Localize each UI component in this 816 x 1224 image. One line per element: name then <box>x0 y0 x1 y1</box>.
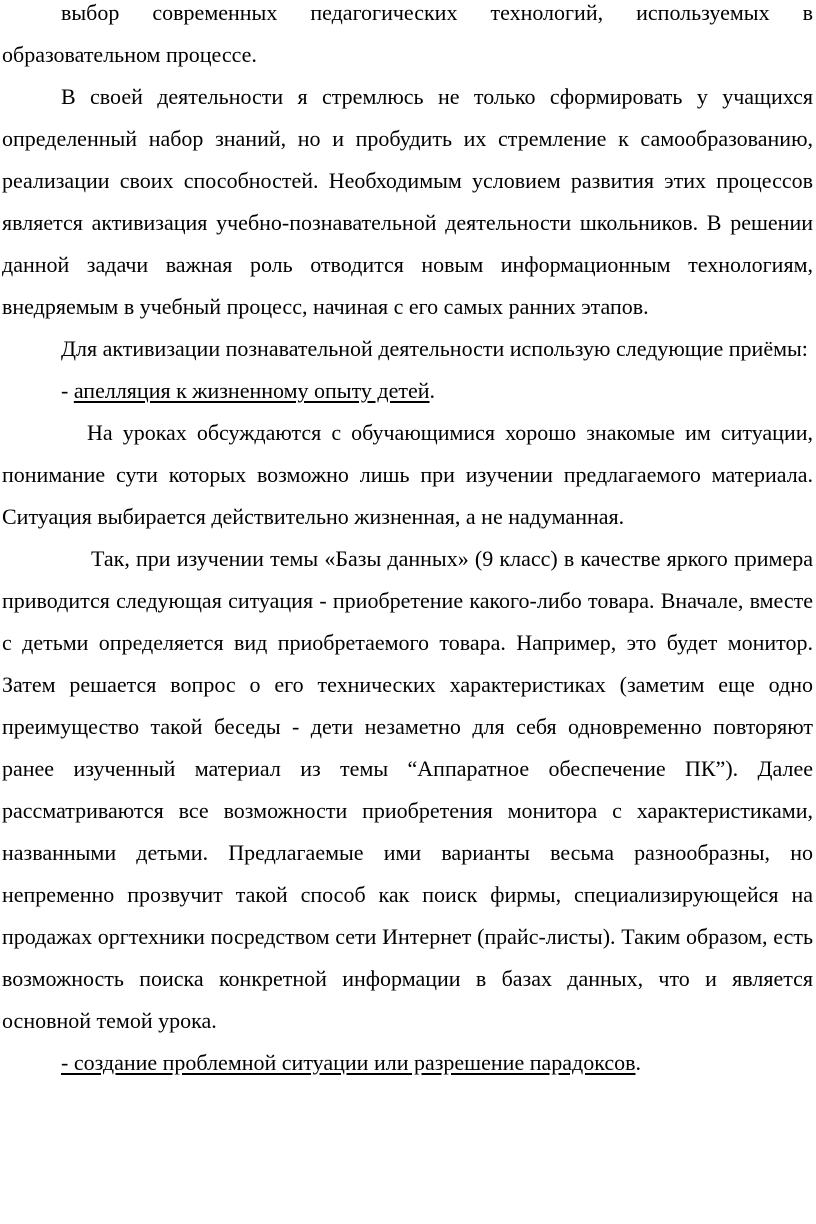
paragraph-activity-goals: В своей деятельности я стремлюсь не только сформировать у учащихся определенный набор знаний, но и пробудить их стремление к самообразованию, реализации своих способностей. Необходимым условием развития этих процессов является активизация учебно-познавательной деятельности школьников. В решении данной задачи важная роль отводится новым информационным технологиям, внедряемым в учебный процесс, начиная с его самых ранних этапов. <box>2 84 813 319</box>
paragraph-lesson-discussion: На уроках обсуждаются с обучающимися хорошо знакомые им ситуации, понимание сути которых возможно лишь при изучении предлагаемого материала. Ситуация выбирается действительно жизненная, а не надуманная. <box>2 420 813 529</box>
list-item-period: . <box>635 1050 641 1075</box>
list-item-period: . <box>429 378 436 403</box>
paragraph-continuation: выбор современных педагогических технологий, используемых в образовательном процессе. <box>2 0 813 67</box>
list-item-problem-situation-text: - создание проблемной ситуации или разрешение парадоксов <box>61 1050 636 1075</box>
list-dash: - <box>61 378 74 403</box>
paragraph-database-example: Так, при изучении темы «Базы данных» (9 класс) в качестве яркого примера приводится следующая ситуация - приобретение какого-либо товара. Вначале, вместе с детьми определяется вид приобретаемого товара. Например, это будет монитор. Затем решается вопрос о его технических характеристиках (заметим еще одно преимущество такой беседы - дети незаметно для себя одновременно повторяют ранее изученный материал из темы “Аппаратное обеспечение ПК”). Далее рассматриваются все возможности приобретения монитора с характеристиками, названными детьми. Предлагаемые ими варианты весьма разнообразны, но непременно прозвучит такой способ как поиск фирмы, специализирующейся на продажах оргтехники посредством сети Интернет (прайс-листы). Таким образом, есть возможность поиска конкретной информации в базах данных, что и является основной темой урока. <box>2 546 813 1033</box>
paragraph-techniques-intro: Для активизации познавательной деятельности использую следующие приёмы: <box>61 336 808 361</box>
list-item-problem-situation <box>2 1042 813 1084</box>
list-item-life-experience <box>2 370 813 412</box>
list-item-life-experience-text: апелляция к жизненному опыту детей <box>73 378 430 403</box>
